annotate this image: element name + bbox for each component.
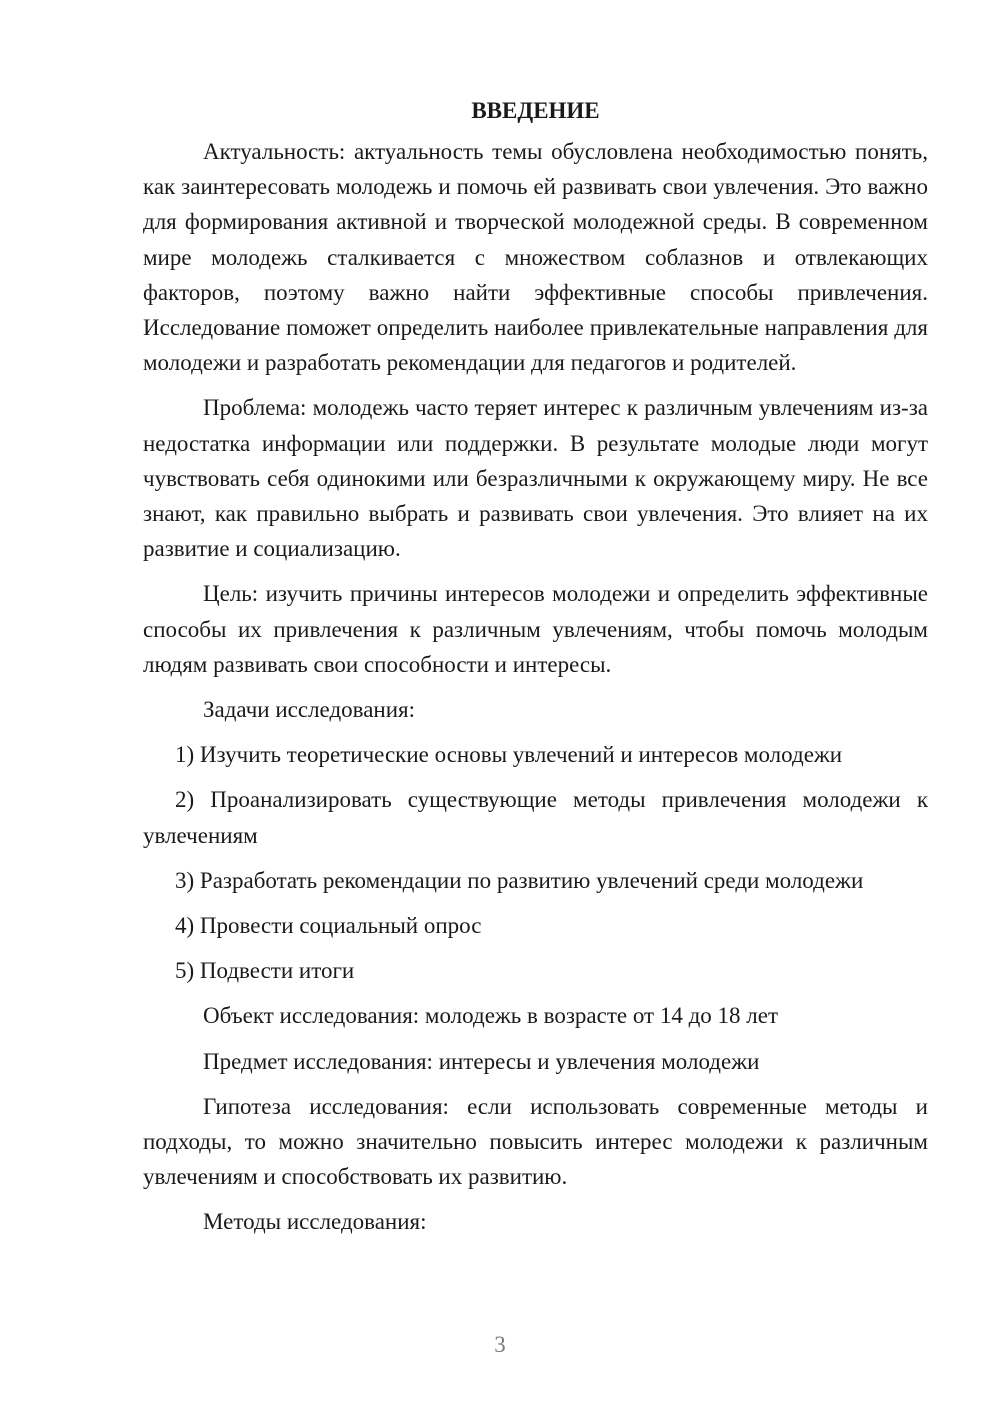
goal-paragraph: Цель: изучить причины интересов молодежи и определить эффективные способы их привлечения к различным увлечениям, чтобы помочь молодым людям развивать свои способности и интересы. xyxy=(143,581,928,677)
section-heading: ВВЕДЕНИЕ xyxy=(471,98,600,123)
task-item-4: 4) Провести социальный опрос xyxy=(175,913,482,939)
object-paragraph: Объект исследования: молодежь в возрасте от 14 до 18 лет xyxy=(203,1003,779,1029)
page-number: 3 xyxy=(494,1332,506,1357)
task-item-5: 5) Подвести итоги xyxy=(175,958,355,984)
task-item-3: 3) Разработать рекомендации по развитию увлечений среди молодежи xyxy=(175,867,864,893)
problem-paragraph: Проблема: молодежь часто теряет интерес к различным увлечениям из-за недостатка информации или поддержки. В результате молодые люди могут чувствовать себя одинокими или безразличными к окружающему миру. Не все знают, как правильно выбрать и развивать свои увлечения. Это влияет на их развитие и социализацию. xyxy=(143,395,928,562)
tasks-heading: Задачи исследования: xyxy=(203,697,416,723)
relevance-paragraph: Актуальность: актуальность темы обусловлена необходимостью понять, как заинтересовать молодежь и помочь ей развивать свои увлечения. Это важно для формирования активной и творческой молодежной среды. В современном мире молодежь сталкивается с множеством соблазнов и отвлекающих факторов, поэтому важно найти эффективные способы привлечения. Исследование поможет определить наиболее привлекательные направления для молодежи и разработать рекомендации для педагогов и родителей. xyxy=(143,139,928,376)
task-item-1: 1) Изучить теоретические основы увлечений и интересов молодежи xyxy=(175,742,843,768)
task-item-2: 2) Проанализировать существующие методы привлечения молодежи к увлечениям xyxy=(143,787,928,848)
hypothesis-paragraph: Гипотеза исследования: если использовать современные методы и подходы, то можно значительно повысить интерес молодежи к различным увлечениям и способствовать их развитию. xyxy=(143,1093,928,1190)
methods-heading: Методы исследования: xyxy=(203,1209,427,1235)
subject-paragraph: Предмет исследования: интересы и увлечения молодежи xyxy=(203,1048,760,1074)
document-body xyxy=(143,94,928,1250)
